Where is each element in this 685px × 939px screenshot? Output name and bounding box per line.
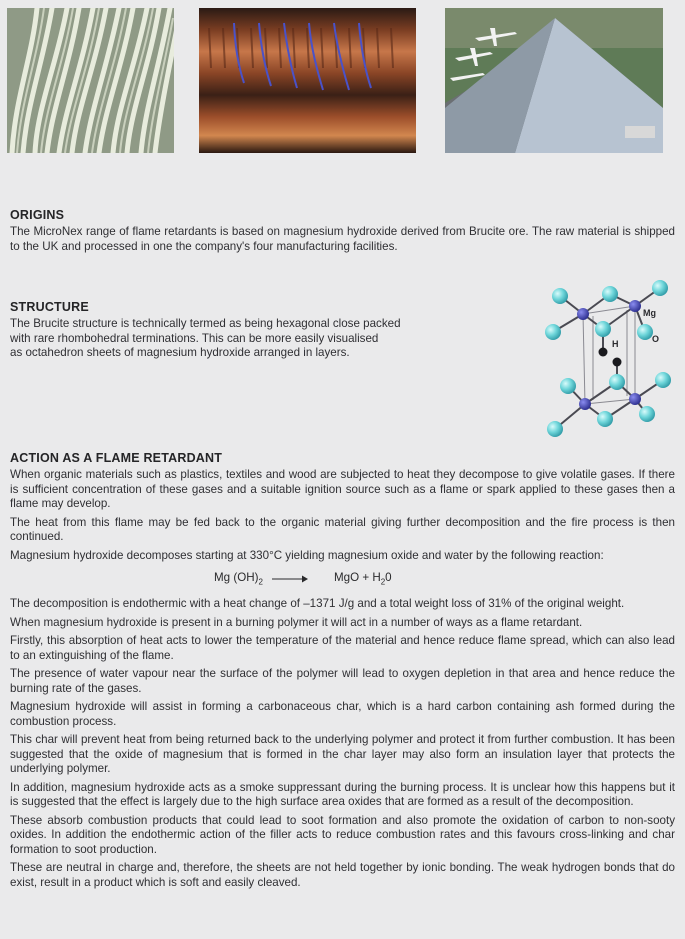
equation-reactant: Mg $(OH)_2$: [214, 571, 263, 587]
action-paragraph-11: These absorb combustion products that could lead to soot formation and also promote the oxidation of carbon to non-sooty oxides. In addition the endothermic action of the filler acts to reduce combustion rates and this favours cross-linking and char formation to soot production.: [10, 813, 675, 856]
action-paragraph-10: In addition, magnesium hydroxide acts as a smoke suppressant during the burning process. It is unclear how this happens but it is suggested that the effect is largely due to the high surface area oxides that are formed as a result of the decomposition.: [10, 780, 675, 808]
action-paragraph-6: Firstly, this absorption of heat acts to lower the temperature of the material and hence reduce flame spread, which can also lead to an extinguishing of the flame.: [10, 634, 675, 662]
origins-text: The MicroNex range of flame retardants is based on magnesium hydroxide derived from Brucite ore. The raw material is shipped to the UK and processed in one the company's four manufacturing facilities.: [10, 225, 675, 253]
action-paragraph-2: The heat from this flame may be fed back to the organic material giving further decomposition and the fire process is then continued.: [10, 515, 675, 543]
structure-line-1: The Brucite structure is technically termed as being hexagonal close packed: [10, 317, 401, 330]
action-section: [10, 451, 675, 894]
action-paragraph-1: When organic materials such as plastics, textiles and wood are subjected to heat they decompose to give volatile gases. If there is sufficient concentration of these gases and a suitable ignition source such as a flame or spark applied to these gases then a flame may develop.: [10, 468, 675, 510]
action-paragraph-9: This char will prevent heat from being returned back to the underlying polymer and protect it from further combustion. It has been suggested that the oxide of magnesium that is formed in the char layer may also form an insulation layer that protects the underlying polymer.: [10, 733, 675, 775]
action-paragraph-3: Magnesium hydroxide decomposes starting at 330°C yielding magnesium oxide and water by the following reaction:: [10, 548, 604, 562]
origins-section: [10, 208, 675, 254]
structure-line-3: as octahedron sheets of magnesium hydroxide arranged in layers.: [10, 346, 350, 359]
cables-photo: [7, 8, 174, 153]
action-paragraph-12: These are neutral in charge and, therefore, the sheets are not held together by ionic bonding. The weak hydrogen bonds that do exist, result in a product which is soft and easily cleaved.: [10, 861, 675, 889]
reaction-arrow-icon: [272, 574, 308, 584]
reaction-equation: [10, 569, 675, 589]
action-paragraph-7: The presence of water vapour near the surface of the polymer will lead to oxygen depletion in that area and hence reduce the burning rate of the gases.: [10, 667, 675, 695]
airport-roof-photo: [445, 8, 663, 153]
o-label: O: [652, 334, 660, 344]
h-label: H: [612, 339, 619, 349]
structure-line-2: with rare rhombohedral terminations. This can be more easily visualised: [10, 331, 379, 345]
origins-heading: ORIGINS: [10, 208, 65, 222]
pipe-photo: [199, 8, 416, 153]
structure-section: [10, 300, 480, 361]
brucite-structure-diagram: [535, 274, 680, 439]
action-paragraph-5: When magnesium hydroxide is present in a burning polymer it will act in a number of ways as a flame retardant.: [10, 615, 583, 629]
equation-products: MgO + $H_20$: [334, 571, 392, 587]
action-heading: ACTION AS A FLAME RETARDANT: [10, 451, 223, 465]
action-paragraph-8: Magnesium hydroxide will assist in forming a carbonaceous char, which is a hard carbon containing ash formed during the combustion process.: [10, 700, 675, 728]
action-paragraph-4: The decomposition is endothermic with a heat change of –1371 J/g and a total weight loss of 31% of the original weight.: [10, 597, 625, 610]
structure-heading: STRUCTURE: [10, 300, 89, 314]
mg-label: Mg: [643, 308, 656, 318]
